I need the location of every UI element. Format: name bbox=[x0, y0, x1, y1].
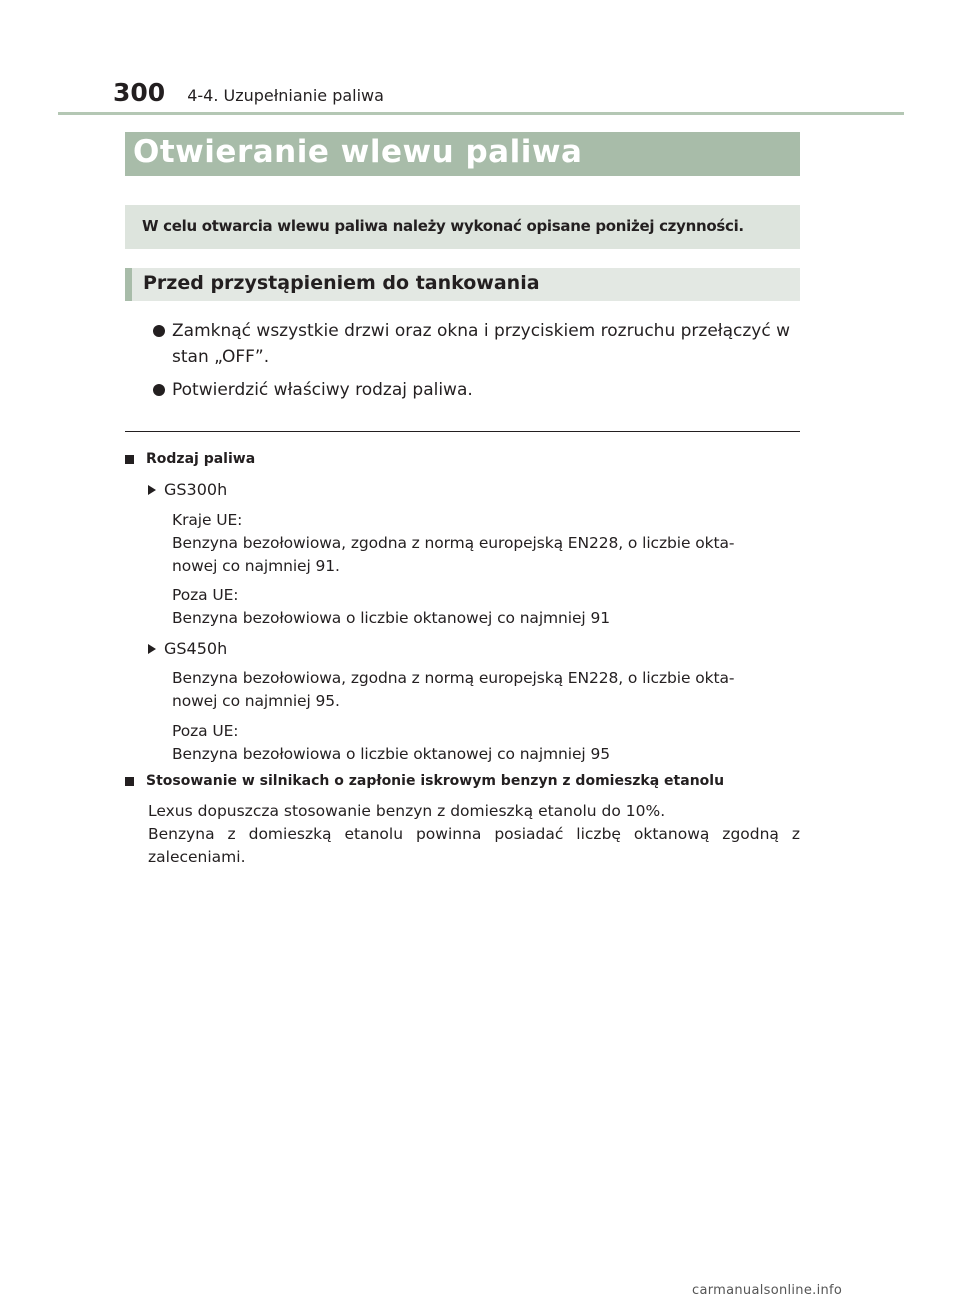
bullet-dot-icon bbox=[153, 325, 165, 337]
bullet-text: Potwierdzić właściwy rodzaj paliwa. bbox=[172, 380, 473, 400]
gs300h-eu-text: Kraje UE: Benzyna bezołowiowa, zgodna z normą europejską EN228, o liczbie okta- nowej co najmniej 91. bbox=[172, 511, 735, 575]
note-heading-fuel-type bbox=[125, 451, 255, 467]
model-gs300h bbox=[148, 480, 227, 499]
subsection-accent bbox=[125, 268, 132, 301]
page-number: 300 bbox=[113, 78, 166, 107]
bullet-item-fuel-type bbox=[153, 377, 798, 403]
notes-rule bbox=[125, 431, 800, 432]
note-heading-text: Stosowanie w silnikach o zapłonie iskrowym benzyn z domieszką etanolu bbox=[146, 773, 725, 789]
square-bullet-icon bbox=[125, 777, 134, 786]
gs300h-non-eu-text: Poza UE: Benzyna bezołowiowa o liczbie oktanowej co najmniej 91 bbox=[172, 586, 610, 627]
square-bullet-icon bbox=[125, 455, 134, 464]
gs450h-non-eu-text: Poza UE: Benzyna bezołowiowa o liczbie oktanowej co najmniej 95 bbox=[172, 722, 610, 763]
model-gs450h bbox=[148, 639, 227, 658]
note-heading-text: Rodzaj paliwa bbox=[146, 451, 256, 467]
ethanol-text-2: Benzyna z domieszką etanolu powinna posiadać liczbę oktanową zgodną z zaleceniami. bbox=[148, 825, 800, 866]
section-path: 4-4. Uzupełnianie paliwa bbox=[187, 86, 384, 105]
bullet-item-close-doors bbox=[153, 318, 798, 370]
note-heading-ethanol bbox=[125, 773, 724, 789]
model-label: GS300h bbox=[164, 480, 228, 499]
triangle-bullet-icon bbox=[148, 485, 156, 495]
bullet-text: Zamknąć wszystkie drzwi oraz okna i przyciskiem rozruchu przełączyć w stan „OFF”. bbox=[172, 321, 791, 367]
subsection-title: Przed przystąpieniem do tankowania bbox=[143, 272, 540, 294]
bullet-dot-icon bbox=[153, 384, 165, 396]
ethanol-text-1: Lexus dopuszcza stosowanie benzyn z domieszką etanolu do 10%. bbox=[148, 802, 666, 820]
intro-text: W celu otwarcia wlewu paliwa należy wykonać opisane poniżej czynności. bbox=[142, 217, 744, 235]
page-title: Otwieranie wlewu paliwa bbox=[133, 134, 583, 170]
header-rule bbox=[58, 112, 904, 115]
model-label: GS450h bbox=[164, 639, 228, 658]
gs450h-eu-text: Benzyna bezołowiowa, zgodna z normą europejską EN228, o liczbie okta- nowej co najmniej 95. bbox=[172, 669, 735, 710]
watermark: carmanualsonline.info bbox=[692, 1283, 843, 1298]
triangle-bullet-icon bbox=[148, 644, 156, 654]
page-header bbox=[113, 78, 384, 107]
